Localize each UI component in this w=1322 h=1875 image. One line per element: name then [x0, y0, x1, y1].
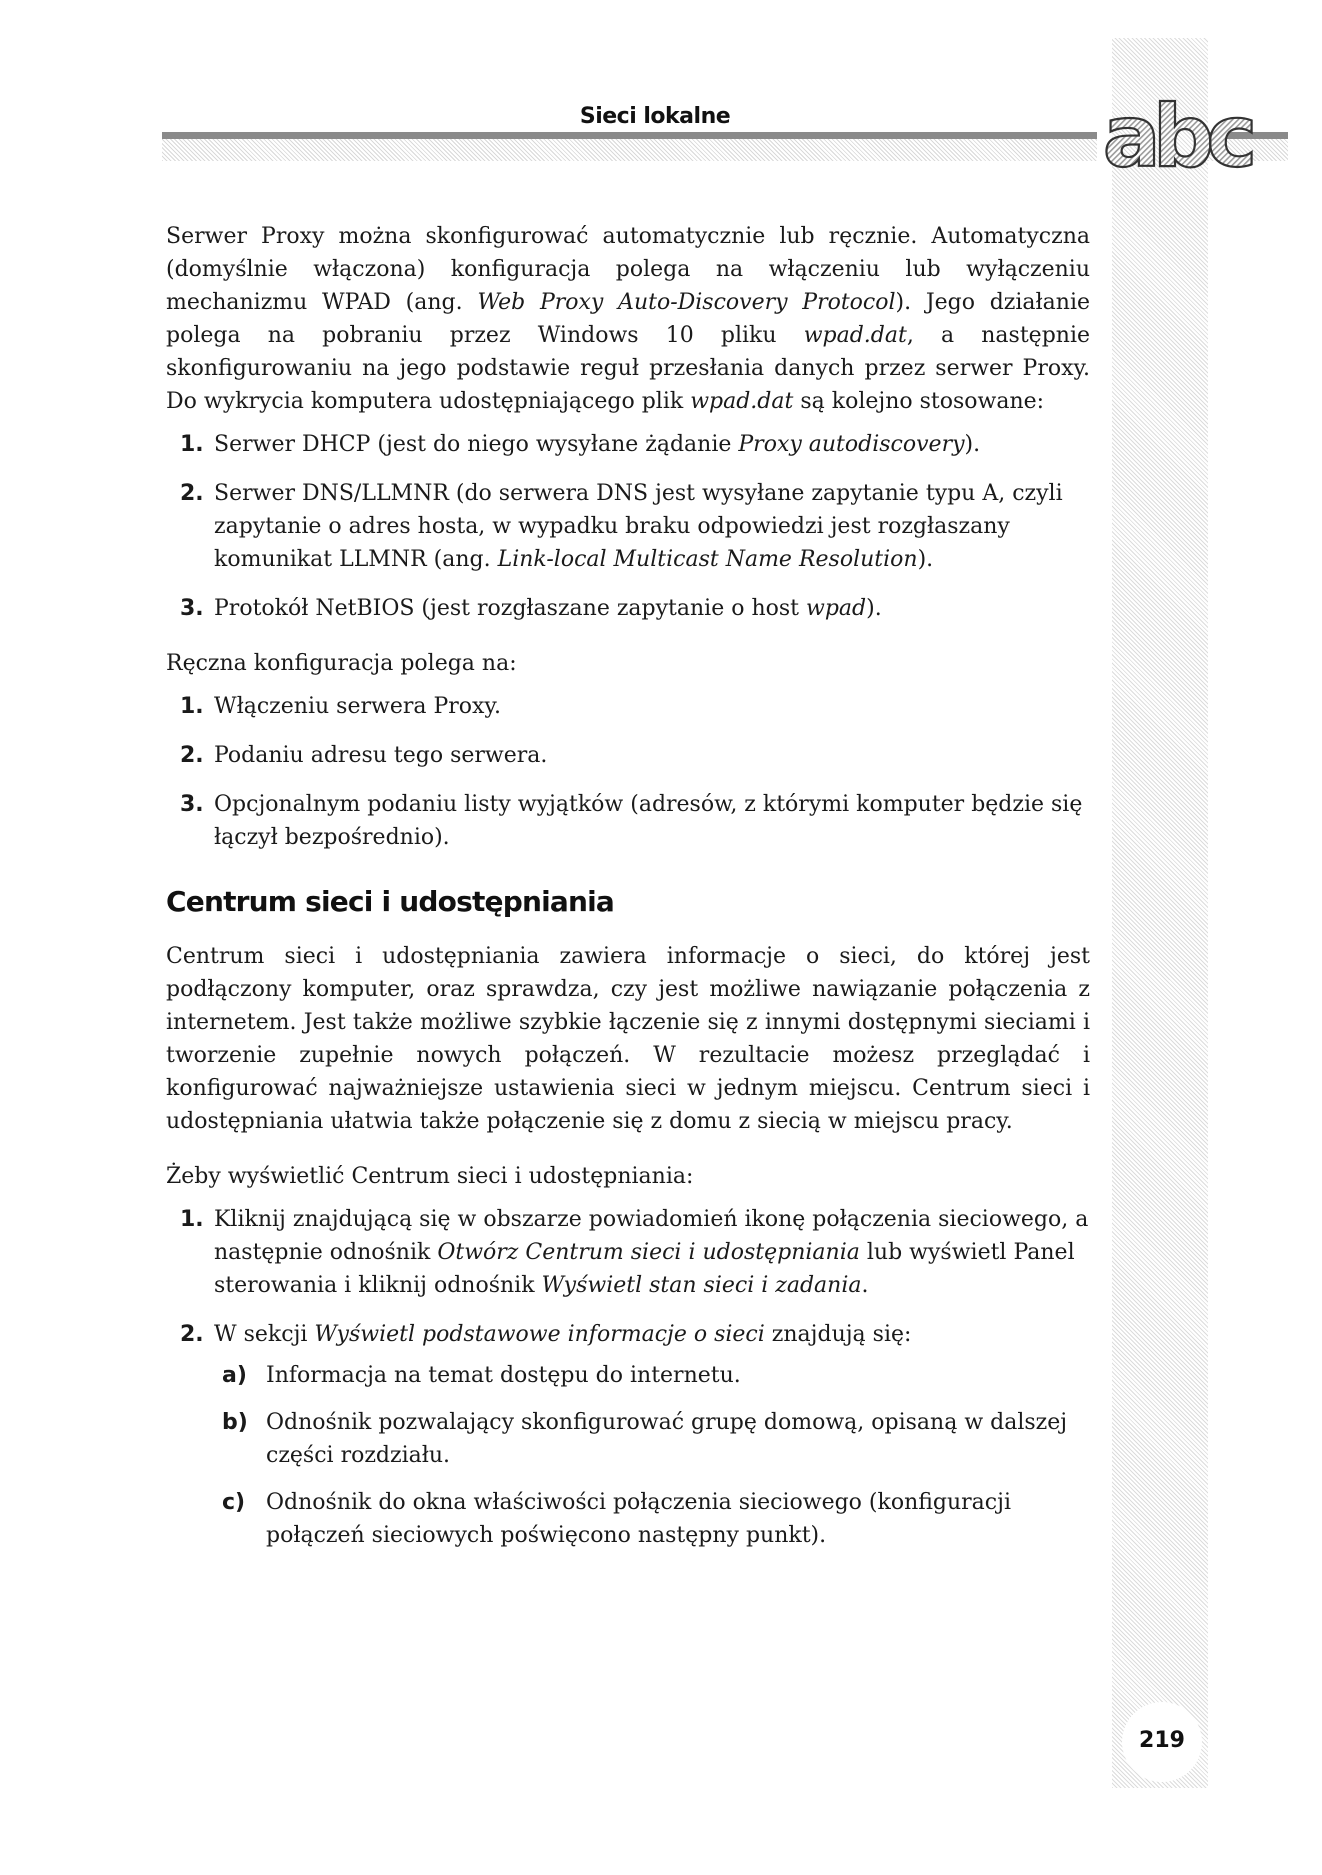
- section-heading: Centrum sieci i udostępniania: [166, 885, 615, 918]
- text-run: Kliknij znajdującą się w obszarze powiadomień ikonę połączenia sieciowego, a następnie odnośnik: [214, 1207, 1089, 1265]
- sub-list-marker: a): [222, 1363, 247, 1388]
- sub-list-text: Informacja na temat dostępu do internetu.: [266, 1363, 741, 1388]
- term-wpad-protocol: Web Proxy Auto-Discovery Protocol: [477, 290, 896, 315]
- list-marker: 3.: [180, 792, 204, 817]
- list-item: [166, 1203, 1090, 1302]
- list-marker: 1.: [180, 1207, 204, 1232]
- section-name: Wyświetl podstawowe informacje o sieci: [314, 1322, 765, 1347]
- text-run: Serwer DNS/LLMNR (do serwera DNS jest wysyłane zapytanie typu A, czyli zapytanie o adres hosta, w wypadku braku odpowiedzi jest rozgłaszany komunikat LLMNR (ang.: [214, 481, 1063, 572]
- sub-list-marker: b): [222, 1410, 248, 1435]
- term: Link-local Multicast Name Resolution: [497, 547, 918, 572]
- text-run: Serwer DHCP (jest do niego wysyłane żądanie: [214, 432, 739, 457]
- text-run: , a następnie skonfigurowaniu na jego podstawie reguł przesłania danych przez serwer Proxy. Do wykrycia komputera udostępniającego plik: [166, 323, 1090, 414]
- text-run: W sekcji: [214, 1322, 315, 1347]
- page-number: 219: [1139, 1728, 1185, 1753]
- text-run: ).: [866, 596, 882, 621]
- manual-config-list: [166, 690, 1090, 854]
- list-item: [166, 592, 1090, 625]
- text-run: Serwer Proxy można skonfigurować automatycznie lub ręcznie. Automatyczna (domyślnie włączona) konfiguracja polega na włączeniu lub wyłączeniu mechanizmu WPAD (ang.: [166, 224, 1090, 315]
- page-body: [166, 220, 1090, 1574]
- list-marker: 2.: [180, 1322, 204, 1347]
- sub-list-marker: c): [222, 1490, 246, 1515]
- sub-list-item: [214, 1486, 1090, 1552]
- link-name: Wyświetl stan sieci i zadania: [541, 1273, 862, 1298]
- list-marker: 2.: [180, 743, 204, 768]
- side-decor-strip: [1112, 38, 1208, 1788]
- sub-list-text: Odnośnik do okna właściwości połączenia sieciowego (konfiguracji połączeń sieciowych poświęcono następny punkt).: [266, 1490, 1011, 1548]
- list-marker: 1.: [180, 694, 204, 719]
- link-name: Otwórz Centrum sieci i udostępniania: [437, 1240, 860, 1265]
- text-run: ).: [964, 432, 981, 457]
- term: wpad: [806, 596, 867, 621]
- section-paragraph: Centrum sieci i udostępniania zawiera informacje o sieci, do której jest podłączony komputer, oraz sprawdza, czy jest możliwe nawiązanie połączenia z internetem. Jest także możliwe szybkie łączenie się z innymi dostępnymi sieciami i tworzenie zupełnie nowych połączeń. W rezultacie możesz przeglądać i konfigurować najważniejsze ustawienia sieci w jednym miejscu. Centrum sieci i udostępniania ułatwia także połączenie się z domu z siecią w miejscu pracy.: [166, 944, 1090, 1134]
- abc-logo: [1102, 87, 1250, 187]
- list-item: [166, 428, 1090, 461]
- list-item-text: Włączeniu serwera Proxy.: [214, 694, 501, 719]
- term-wpad-file: wpad.dat: [690, 389, 794, 414]
- sub-list-item: [214, 1359, 1090, 1392]
- list-marker: 1.: [180, 432, 204, 457]
- running-header: Sieci lokalne: [579, 104, 731, 129]
- list-item: [166, 690, 1090, 723]
- term: Proxy autodiscovery: [738, 432, 965, 457]
- header-rule: [162, 132, 1097, 139]
- list-item: [166, 788, 1090, 854]
- text-run: znajdują się:: [764, 1322, 912, 1347]
- sub-list: [214, 1359, 1090, 1552]
- text-run: są kolejno stosowane:: [793, 389, 1045, 414]
- list-item-text: Opcjonalnym podaniu listy wyjątków (adresów, z którymi komputer będzie się łączył bezpośrednio).: [214, 792, 1083, 850]
- sub-list-text: Odnośnik pozwalający skonfigurować grupę domową, opisaną w dalszej części rozdziału.: [266, 1410, 1068, 1468]
- text-run: .: [861, 1273, 869, 1298]
- text-run: Protokół NetBIOS (jest rozgłaszane zapytanie o host: [214, 596, 807, 621]
- list-item: [166, 1318, 1090, 1552]
- text-run: ). Jego działanie polega na pobraniu przez Windows 10 pliku: [166, 290, 1090, 348]
- list-item-text: Podaniu adresu tego serwera.: [214, 743, 548, 768]
- list-marker: 3.: [180, 596, 204, 621]
- list-item: [166, 739, 1090, 772]
- list-item: [166, 477, 1090, 576]
- text-run: ).: [917, 547, 934, 572]
- auto-discovery-list: [166, 428, 1090, 625]
- intro-paragraph: [166, 220, 1090, 418]
- header-hatch-band: [162, 139, 1097, 161]
- steps-list: [166, 1203, 1090, 1552]
- steps-intro: Żeby wyświetlić Centrum sieci i udostępniania:: [166, 1164, 694, 1189]
- logo-text: abc: [1102, 87, 1250, 187]
- manual-config-intro: Ręczna konfiguracja polega na:: [166, 651, 517, 676]
- list-marker: 2.: [180, 481, 204, 506]
- sub-list-item: [214, 1406, 1090, 1472]
- term-wpad-file: wpad.dat: [803, 323, 907, 348]
- text-run: lub wyświetl Panel sterowania i kliknij odnośnik: [214, 1240, 1075, 1298]
